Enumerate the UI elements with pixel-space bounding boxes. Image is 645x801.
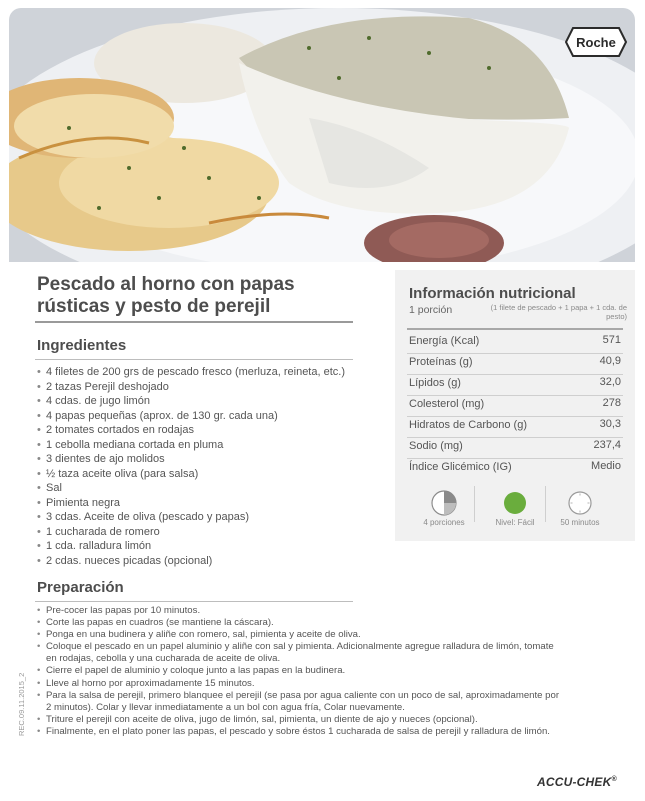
nutrient-label: Energía (Kcal)	[409, 335, 480, 347]
nutrition-divider	[407, 328, 623, 330]
nutrition-panel	[395, 270, 635, 541]
icon-separator	[545, 486, 546, 522]
ingredient-item: • Sal	[37, 481, 377, 496]
nutrition-row	[407, 437, 623, 459]
preparation-step: • Lleve al horno por aproximadamente 15 minutos.	[37, 678, 567, 690]
nutrient-value: 30,3	[599, 418, 621, 430]
nutrient-value: Medio	[591, 460, 621, 472]
preparation-step: • Ponga en una budinera y aliñe con romero, sal, pimienta y aceite de oliva.	[37, 629, 567, 641]
nutrient-label: Índice Glicémico (IG)	[409, 461, 512, 473]
document-code: REC.09.11.2015_2	[17, 672, 26, 736]
ingredient-item: • 3 dientes de ajo molidos	[37, 452, 377, 467]
ingredients-divider	[35, 359, 353, 360]
recipe-title-line: Pescado al horno con papas	[37, 274, 295, 295]
nutrient-label: Colesterol (mg)	[409, 398, 485, 410]
nutrition-row	[407, 395, 623, 417]
nutrition-row	[407, 416, 623, 438]
preparation-step: • Pre-cocer las papas por 10 minutos.	[37, 605, 567, 617]
clock-icon	[560, 488, 600, 518]
ingredient-item: • 2 cdas. nueces picadas (opcional)	[37, 554, 377, 569]
preparation-step: • Cierre el papel de aluminio y coloque junto a las papas en la budinera.	[37, 665, 567, 677]
nutrient-value: 278	[602, 397, 621, 409]
recipe-card	[9, 8, 635, 791]
portions-label: 4 porciones	[423, 518, 465, 527]
roche-logo-text: Roche	[576, 35, 616, 50]
nutrition-row	[407, 353, 623, 375]
ingredient-item: • 1 cebolla mediana cortada en pluma	[37, 438, 377, 453]
ingredient-item: • 4 filetes de 200 grs de pescado fresco (merluza, reineta, etc.)	[37, 365, 377, 380]
ingredient-item: • Pimienta negra	[37, 496, 377, 511]
portion-label: 1 porción	[409, 304, 453, 316]
nutrition-heading: Información nutricional	[409, 285, 576, 302]
preparation-step: • Coloque el pescado en un papel aluminio y aliñe con sal y pimienta. Adicionalmente agregue ralladura de limón, tomate en rodajas, cebolla y una cucharada de aceite de oliva.	[37, 641, 567, 665]
recipe-title-line: rústicas y pesto de perejil	[37, 296, 271, 317]
time-label: 50 minutos	[560, 518, 600, 527]
nutrition-row	[407, 374, 623, 396]
ingredients-heading: Ingredientes	[37, 337, 127, 354]
nutrition-row	[407, 332, 623, 354]
icon-separator	[474, 486, 475, 522]
accu-chek-logo	[537, 775, 617, 789]
nutrition-row	[407, 458, 623, 479]
preparation-step: • Finalmente, en el plato poner las papas, el pescado y sobre éstos 1 cucharada de salsa de perejil y ralladura de limón.	[37, 726, 567, 738]
nutrient-value: 40,9	[599, 355, 621, 367]
title-divider	[35, 321, 353, 323]
preparation-list	[37, 605, 567, 738]
registered-mark: ®	[611, 776, 617, 783]
preparation-step: • Triture el perejil con aceite de oliva, jugo de limón, sal, pimienta, un diente de ajo y nueces (opcional).	[37, 714, 567, 726]
ingredient-item: • 4 papas pequeñas (aprox. de 130 gr. cada una)	[37, 409, 377, 424]
preparation-divider	[35, 601, 353, 602]
recipe-info-icons	[395, 480, 635, 535]
ingredient-item: • 2 tazas Perejil deshojado	[37, 380, 377, 395]
roche-logo	[565, 26, 627, 58]
dish-photo	[9, 8, 635, 262]
ingredient-item: • 3 cdas. Aceite de oliva (pescado y papas)	[37, 510, 377, 525]
nutrient-value: 571	[602, 334, 621, 346]
preparation-heading: Preparación	[37, 579, 124, 596]
portion-note: (1 filete de pescado + 1 papa + 1 cda. de pesto)	[490, 303, 627, 321]
nutrient-label: Hidratos de Carbono (g)	[409, 419, 528, 431]
nutrient-label: Lípidos (g)	[409, 377, 461, 389]
dish-photo-illustration	[9, 8, 635, 262]
preparation-step: • Corte las papas en cuadros (se mantiene la cáscara).	[37, 617, 567, 629]
ingredients-list	[37, 365, 377, 568]
ingredient-item: • ½ taza aceite oliva (para salsa)	[37, 467, 377, 482]
nutrient-value: 237,4	[593, 439, 621, 451]
recipe-title	[37, 274, 357, 318]
nutrient-label: Sodio (mg)	[409, 440, 463, 452]
nutrient-label: Proteínas (g)	[409, 356, 473, 368]
portions-pie-icon	[424, 488, 464, 518]
nutrient-value: 32,0	[599, 376, 621, 388]
level-dot-icon	[495, 488, 535, 518]
ingredient-item: • 1 cda. ralladura limón	[37, 539, 377, 554]
preparation-step: • Para la salsa de perejil, primero blanquee el perejil (se pasa por agua caliente con un poco de sal, aproximadamente por 2 minutos). Colar y llevar inmediatamente a un bol con agua fría, Colar nuevamente.	[37, 690, 567, 714]
ingredient-item: • 1 cucharada de romero	[37, 525, 377, 540]
ingredient-item: • 2 tomates cortados en rodajas	[37, 423, 377, 438]
level-label: Nivel: Fácil	[495, 518, 535, 527]
ingredient-item: • 4 cdas. de jugo limón	[37, 394, 377, 409]
accu-chek-text: ACCU-CHEK	[537, 775, 612, 789]
